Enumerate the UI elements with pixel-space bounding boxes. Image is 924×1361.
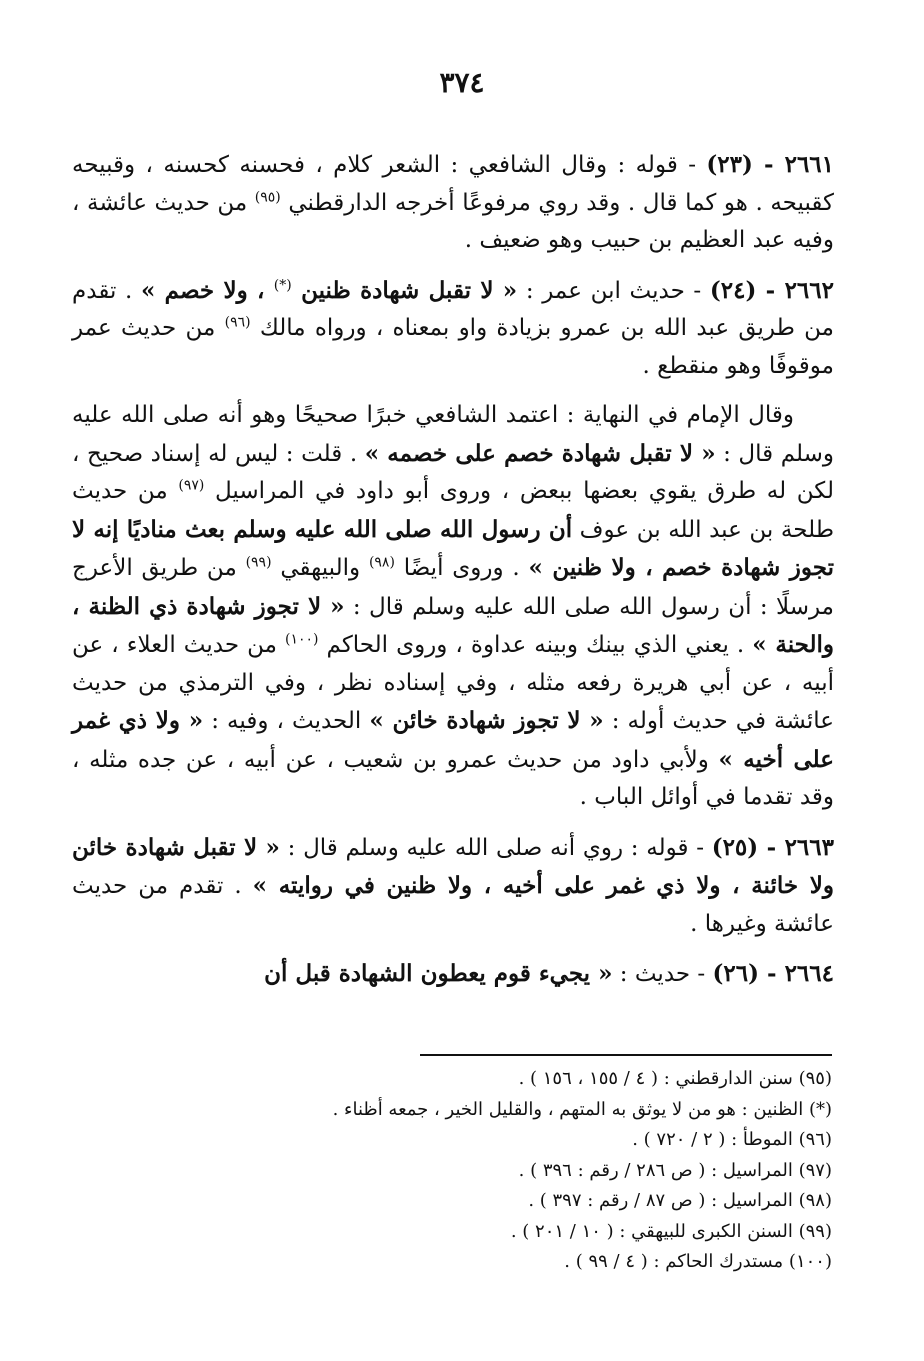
footnote-ref: (٩٥) bbox=[254, 188, 281, 205]
footnote-ref: (٩٧) bbox=[178, 477, 205, 494]
paragraph-2662 bbox=[72, 272, 834, 386]
footnote-100: (١٠٠) مستدرك الحاكم : ( ٤ / ٩٩ ) . bbox=[564, 1251, 832, 1272]
entry-number: ٢٦٦٢ - (٢٤) bbox=[709, 276, 834, 304]
text-run: . قلت : ليس له إسناد صحيح ، لكن له طرق يقوي بعضها ببعض ، وروى أبو داود في المراسيل bbox=[72, 440, 834, 504]
text-run: - حديث : bbox=[612, 961, 713, 987]
footnote-ref: (*) bbox=[273, 276, 292, 293]
text-run: من حديث عمر موقوفًا وهو منقطع . bbox=[72, 315, 834, 379]
entry-number: ٢٦٦١ - (٢٣) bbox=[706, 151, 835, 178]
entry-number: ٢٦٦٣ - (٢٥) bbox=[711, 833, 834, 861]
text-run: من حديث العلاء ، عن أبيه ، عن أبي هريرة رفعه مثله ، وفي إسناده نظر ، وفي الترمذي من حديث عائشة في حديث أوله : bbox=[72, 632, 834, 734]
footnote-ref: (٩٩) bbox=[245, 554, 272, 571]
footnote-98: (٩٨) المراسيل : ( ص ٨٧ / رقم : ٣٩٧ ) . bbox=[528, 1190, 832, 1211]
hadith-quote: أن رسول الله صلى الله عليه وسلم بعث مناديًا إنه لا تجوز شهادة خصم ، ولا ظنين » bbox=[72, 515, 835, 581]
text-run: من حديث طلحة بن عبد الله بن عوف bbox=[72, 478, 834, 543]
text-run: ولأبي داود من حديث عمرو بن شعيب ، عن أبيه ، عن جده مثله ، وقد تقدما في أوائل الباب . bbox=[72, 746, 834, 810]
footnote-ref: (٩٨) bbox=[368, 554, 395, 571]
hadith-quote: « لا تجوز شهادة ذي الظنة ، والحنة » bbox=[72, 592, 834, 658]
main-text bbox=[72, 146, 834, 1006]
footnote-97: (٩٧) المراسيل : ( ص ٢٨٦ / رقم : ٣٩٦ ) . bbox=[518, 1159, 832, 1181]
hadith-quote: « لا تجوز شهادة خائن » bbox=[369, 707, 604, 734]
paragraph-2661 bbox=[72, 146, 834, 260]
text-run: - حديث ابن عمر : bbox=[517, 277, 710, 304]
text-run: من طريق الأعرج مرسلًا : أن رسول الله صلى الله عليه وسلم قال : bbox=[72, 555, 834, 620]
footnote-96: (٩٦) الموطأ : ( ٢ / ٧٢٠ ) . bbox=[632, 1129, 832, 1150]
text-run: . تقدم من حديث عائشة وغيرها . bbox=[72, 873, 834, 937]
paragraph-commentary bbox=[72, 397, 834, 817]
page-number: ٣٧٤ bbox=[439, 66, 485, 99]
footnote-star: (*) الظنين : هو من لا يوثق به المتهم ، والقليل الخير ، جمعه أظناء . bbox=[332, 1098, 832, 1120]
paragraph-2663 bbox=[72, 829, 834, 944]
footnotes bbox=[72, 1064, 832, 1278]
hadith-quote: « لا تقبل شهادة ظنين bbox=[291, 276, 518, 304]
text-run: . وروى أيضًا bbox=[394, 555, 529, 581]
text-run: الحديث ، وفيه : bbox=[203, 708, 370, 734]
text-run: - قوله : روي أنه صلى الله عليه وسلم قال : bbox=[279, 834, 712, 861]
hadith-quote: ، ولا خصم » bbox=[140, 276, 274, 304]
footnote-ref: (٩٦) bbox=[224, 314, 251, 331]
hadith-quote: « يجيء قوم يعطون الشهادة قبل أن bbox=[264, 960, 613, 987]
text-run: - قوله : وقال الشافعي : الشعر كلام ، فحسنه كحسنه ، وقبيحه كقبيحه . هو كما قال . وقد روي مرفوعًا أخرجه الدارقطني bbox=[72, 152, 834, 216]
text-run: . يعني الذي بينك وبينه عداوة ، وروى الحاكم bbox=[318, 632, 753, 658]
text-run: . تقدم من طريق عبد الله بن عمرو بزيادة واو بمعناه ، ورواه مالك bbox=[72, 277, 834, 341]
text-run: وقال الإمام في النهاية : اعتمد الشافعي خبرًا صحيحًا وهو أنه صلى الله عليه وسلم قال : bbox=[72, 402, 834, 467]
hadith-quote: « لا تقبل شهادة خائن ولا خائنة ، ولا ذي غمر على أخيه ، ولا ظنين في روايته » bbox=[72, 833, 834, 899]
footnote-99: (٩٩) السنن الكبرى للبيهقي : ( ١٠ / ٢٠١ ) . bbox=[510, 1220, 832, 1242]
hadith-quote: « لا تقبل شهادة خصم على خصمه » bbox=[364, 439, 716, 467]
entry-number: ٢٦٦٤ - (٢٦) bbox=[712, 960, 834, 987]
footnote-95: (٩٥) سنن الدارقطني : ( ٤ / ١٥٥ ، ١٥٦ ) . bbox=[518, 1068, 832, 1089]
text-run: والبيهقي bbox=[271, 555, 369, 581]
paragraph-2664 bbox=[72, 955, 834, 994]
footnote-ref: (١٠٠) bbox=[284, 631, 319, 648]
hadith-quote: « ولا ذي غمر على أخيه » bbox=[72, 707, 834, 773]
text-run: من حديث عائشة ، وفيه عبد العظيم بن حبيب وهو ضعيف . bbox=[72, 189, 834, 253]
footnote-divider bbox=[420, 1054, 832, 1056]
